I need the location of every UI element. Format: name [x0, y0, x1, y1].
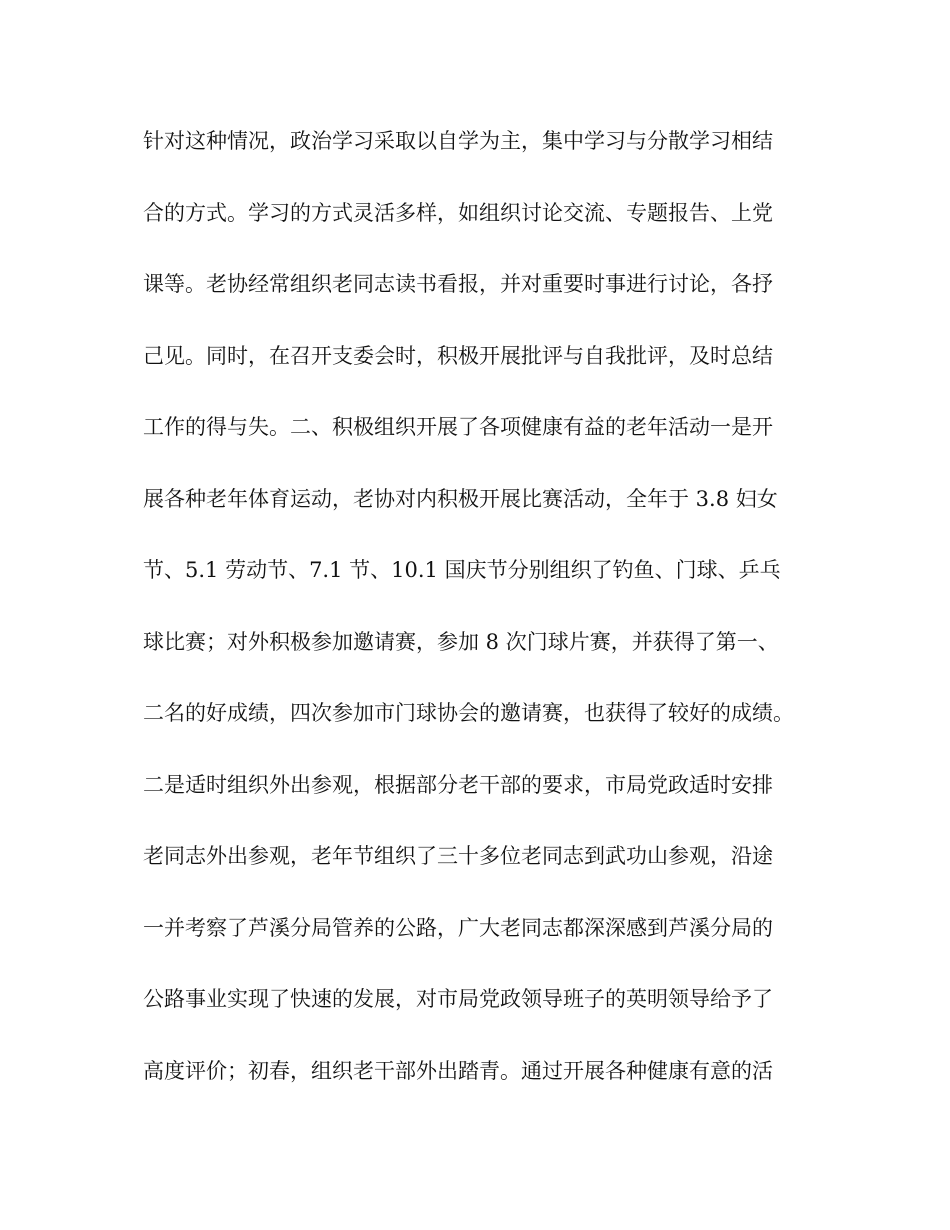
body-text [143, 121, 823, 1122]
text-line-6: 展各种老年体育运动，老协对内积极开展比赛活动，全年于 3.8 妇女 [143, 486, 778, 511]
text-line-9: 二名的好成绩，四次参加市门球协会的邀请赛，也获得了较好的成绩。 [143, 701, 794, 725]
text-line-7: 节、5.1 劳动节、7.1 节、10.1 国庆节分别组织了钓鱼、门球、乒乓 [143, 558, 781, 582]
text-line-11: 老同志外出参观，老年节组织了三十多位老同志到武功山参观，沿途 [143, 844, 773, 868]
text-line-12: 一并考察了芦溪分局管养的公路，广大老同志都深深感到芦溪分局的 [143, 915, 773, 940]
text-line-1: 针对这种情况，政治学习采取以自学为主，集中学习与分散学习相结 [143, 129, 773, 153]
text-line-3: 课等。老协经常组织老同志读书看报，并对重要时事进行讨论，各抒 [143, 272, 773, 296]
text-line-5: 工作的得与失。二、积极组织开展了各项健康有益的老年活动一是开 [143, 415, 773, 439]
text-line-10: 二是适时组织外出参观，根据部分老干部的要求，市局党政适时安排 [143, 772, 773, 797]
text-line-14: 高度评价；初春，组织老干部外出踏青。通过开展各种健康有意的活 [143, 1058, 773, 1083]
text-line-8: 球比赛；对外积极参加邀请赛，参加 8 次门球片赛，并获得了第一、 [143, 629, 779, 654]
text-line-13: 公路事业实现了快速的发展，对市局党政领导班子的英明领导给予了 [143, 987, 773, 1011]
text-line-4: 己见。同时，在召开支委会时，积极开展批评与自我批评，及时总结 [143, 343, 773, 368]
text-line-2: 合的方式。学习的方式灵活多样，如组织讨论交流、专题报告、上党 [143, 200, 773, 225]
